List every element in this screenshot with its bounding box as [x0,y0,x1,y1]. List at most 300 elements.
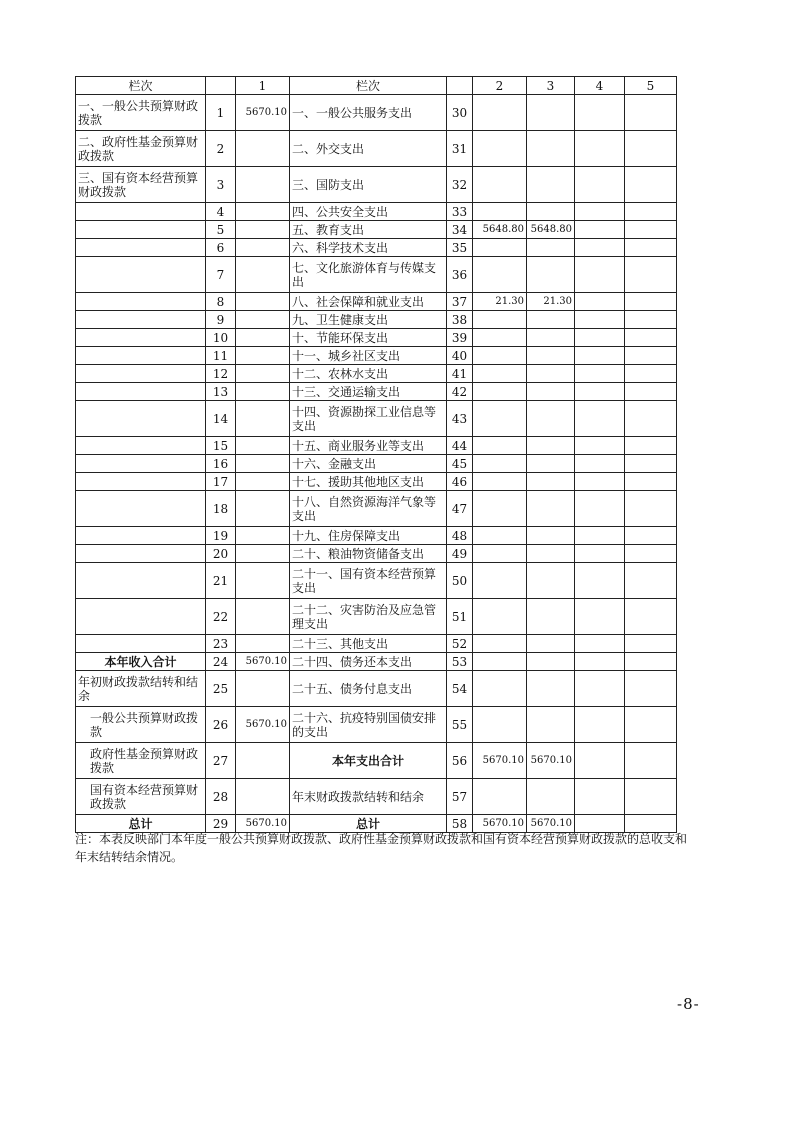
expense-label: 二十六、抗疫特别国债安排的支出 [290,707,447,743]
expense-col-2 [473,401,527,437]
income-line-no: 19 [206,527,236,545]
expense-line-no: 47 [447,491,473,527]
expense-label: 九、卫生健康支出 [290,311,447,329]
expense-label: 本年支出合计 [290,743,447,779]
expense-col-3 [527,329,575,347]
expense-col-5 [625,743,677,779]
income-label [76,527,206,545]
expense-col-3 [527,491,575,527]
table-row [76,95,677,131]
expense-line-no: 38 [447,311,473,329]
expense-label: 二十二、灾害防治及应急管理支出 [290,599,447,635]
expense-line-no: 52 [447,635,473,653]
expense-col-3 [527,347,575,365]
expense-col-2: 5670.10 [473,815,527,833]
expense-line-no: 37 [447,293,473,311]
expense-col-3 [527,437,575,455]
income-line-no: 7 [206,257,236,293]
expense-col-3 [527,455,575,473]
expense-line-no: 42 [447,383,473,401]
expense-col-4 [575,311,625,329]
income-label: 一、一般公共预算财政拨款 [76,95,206,131]
table-row [76,635,677,653]
income-label [76,455,206,473]
table-row [76,365,677,383]
header-col-label-right: 栏次 [290,77,447,95]
table-row [76,599,677,635]
expense-col-4 [575,365,625,383]
table-row [76,545,677,563]
expense-col-2 [473,437,527,455]
income-amount [236,311,290,329]
income-amount [236,743,290,779]
expense-line-no: 46 [447,473,473,491]
expense-col-4 [575,491,625,527]
expense-col-2 [473,473,527,491]
income-amount [236,779,290,815]
expense-col-5 [625,95,677,131]
expense-label: 年末财政拨款结转和结余 [290,779,447,815]
expense-col-4 [575,383,625,401]
income-amount [236,401,290,437]
budget-table [75,76,677,833]
income-label: 一般公共预算财政拨款 [76,707,206,743]
income-label [76,545,206,563]
expense-line-no: 45 [447,455,473,473]
expense-col-5 [625,329,677,347]
table-row [76,203,677,221]
expense-line-no: 54 [447,671,473,707]
income-amount [236,347,290,365]
income-label [76,401,206,437]
income-label [76,383,206,401]
expense-col-4 [575,473,625,491]
expense-col-2 [473,563,527,599]
income-amount [236,545,290,563]
expense-col-4 [575,203,625,221]
expense-col-4 [575,401,625,437]
income-line-no: 6 [206,239,236,257]
expense-col-3 [527,203,575,221]
expense-col-5 [625,455,677,473]
expense-col-5 [625,383,677,401]
table-row [76,671,677,707]
table-row [76,563,677,599]
expense-col-2 [473,635,527,653]
expense-label: 八、社会保障和就业支出 [290,293,447,311]
income-line-no: 27 [206,743,236,779]
expense-col-4 [575,221,625,239]
expense-col-5 [625,545,677,563]
income-line-no: 18 [206,491,236,527]
income-line-no: 15 [206,437,236,455]
income-amount [236,563,290,599]
expense-label: 四、公共安全支出 [290,203,447,221]
expense-line-no: 55 [447,707,473,743]
table-row [76,167,677,203]
expense-col-3 [527,653,575,671]
table-row [76,653,677,671]
income-label: 本年收入合计 [76,653,206,671]
expense-label: 六、科学技术支出 [290,239,447,257]
expense-line-no: 34 [447,221,473,239]
expense-line-no: 51 [447,599,473,635]
expense-line-no: 58 [447,815,473,833]
expense-label: 十二、农林水支出 [290,365,447,383]
expense-col-3 [527,401,575,437]
expense-col-3 [527,779,575,815]
expense-line-no: 36 [447,257,473,293]
expense-col-2 [473,347,527,365]
expense-col-2 [473,455,527,473]
expense-col-2 [473,707,527,743]
income-label [76,599,206,635]
expense-col-4 [575,671,625,707]
income-label [76,563,206,599]
expense-col-3 [527,167,575,203]
income-line-no: 9 [206,311,236,329]
expense-col-3: 5670.10 [527,815,575,833]
income-label: 二、政府性基金预算财政拨款 [76,131,206,167]
expense-col-4 [575,329,625,347]
header-col-2: 2 [473,77,527,95]
table-row [76,455,677,473]
expense-col-3 [527,311,575,329]
expense-col-5 [625,293,677,311]
expense-col-5 [625,131,677,167]
expense-line-no: 39 [447,329,473,347]
income-amount: 5670.10 [236,815,290,833]
expense-line-no: 41 [447,365,473,383]
header-col-3: 3 [527,77,575,95]
expense-col-2 [473,329,527,347]
expense-col-4 [575,293,625,311]
income-amount: 5670.10 [236,653,290,671]
income-label [76,491,206,527]
expense-line-no: 31 [447,131,473,167]
expense-label: 二十五、债务付息支出 [290,671,447,707]
expense-col-3 [527,635,575,653]
income-line-no: 3 [206,167,236,203]
expense-line-no: 30 [447,95,473,131]
header-col-5: 5 [625,77,677,95]
expense-col-5 [625,707,677,743]
income-amount [236,257,290,293]
expense-col-3 [527,365,575,383]
expense-col-2 [473,527,527,545]
income-amount [236,671,290,707]
income-line-no: 23 [206,635,236,653]
table-row [76,491,677,527]
income-label [76,365,206,383]
page-number: -8- [677,995,700,1013]
income-line-no: 1 [206,95,236,131]
expense-col-3 [527,239,575,257]
expense-col-5 [625,527,677,545]
expense-col-3 [527,473,575,491]
expense-label: 一、一般公共服务支出 [290,95,447,131]
expense-col-5 [625,365,677,383]
expense-col-5 [625,779,677,815]
expense-label: 十、节能环保支出 [290,329,447,347]
income-label [76,239,206,257]
header-empty-left [206,77,236,95]
income-amount [236,491,290,527]
income-line-no: 11 [206,347,236,365]
expense-col-4 [575,527,625,545]
table-row [76,437,677,455]
income-amount [236,365,290,383]
expense-col-3 [527,131,575,167]
header-col-1: 1 [236,77,290,95]
expense-col-4 [575,635,625,653]
expense-label: 总计 [290,815,447,833]
income-line-no: 12 [206,365,236,383]
expense-line-no: 53 [447,653,473,671]
expense-col-2 [473,545,527,563]
income-line-no: 26 [206,707,236,743]
expense-line-no: 33 [447,203,473,221]
expense-col-3 [527,527,575,545]
income-line-no: 2 [206,131,236,167]
expense-label: 七、文化旅游体育与传媒支出 [290,257,447,293]
income-line-no: 8 [206,293,236,311]
income-line-no: 24 [206,653,236,671]
table-row [76,257,677,293]
expense-col-5 [625,437,677,455]
expense-col-2 [473,383,527,401]
expense-label: 二、外交支出 [290,131,447,167]
income-amount: 5670.10 [236,95,290,131]
expense-label: 十八、自然资源海洋气象等支出 [290,491,447,527]
expense-col-5 [625,491,677,527]
expense-label: 二十一、国有资本经营预算支出 [290,563,447,599]
expense-label: 十四、资源勘探工业信息等支出 [290,401,447,437]
expense-col-4 [575,239,625,257]
expense-line-no: 40 [447,347,473,365]
expense-col-3 [527,671,575,707]
expense-col-5 [625,671,677,707]
income-line-no: 29 [206,815,236,833]
income-label [76,311,206,329]
expense-col-3 [527,599,575,635]
income-line-no: 25 [206,671,236,707]
expense-col-5 [625,257,677,293]
income-label [76,347,206,365]
expense-col-4 [575,563,625,599]
expense-col-2: 5670.10 [473,743,527,779]
table-row [76,239,677,257]
expense-col-3 [527,257,575,293]
income-label [76,437,206,455]
expense-col-3 [527,383,575,401]
header-col-label-left: 栏次 [76,77,206,95]
expense-col-5 [625,401,677,437]
income-amount [236,635,290,653]
income-amount [236,221,290,239]
expense-col-5 [625,221,677,239]
income-label: 年初财政拨款结转和结余 [76,671,206,707]
expense-col-2 [473,131,527,167]
expense-line-no: 50 [447,563,473,599]
income-line-no: 20 [206,545,236,563]
expense-line-no: 48 [447,527,473,545]
expense-col-5 [625,347,677,365]
expense-col-5 [625,203,677,221]
income-amount [236,167,290,203]
expense-line-no: 56 [447,743,473,779]
income-line-no: 21 [206,563,236,599]
expense-col-2 [473,95,527,131]
table-row [76,401,677,437]
expense-label: 十三、交通运输支出 [290,383,447,401]
expense-col-5 [625,239,677,257]
expense-col-2 [473,311,527,329]
expense-col-4 [575,95,625,131]
expense-col-3: 5648.80 [527,221,575,239]
table-row [76,707,677,743]
income-label [76,293,206,311]
expense-col-2: 21.30 [473,293,527,311]
expense-col-5 [625,473,677,491]
expense-col-2 [473,653,527,671]
income-amount [236,473,290,491]
income-label: 政府性基金预算财政拨款 [76,743,206,779]
expense-col-3 [527,707,575,743]
expense-col-4 [575,455,625,473]
expense-col-3: 5670.10 [527,743,575,779]
expense-col-2 [473,239,527,257]
income-amount [236,239,290,257]
table-row [76,527,677,545]
income-line-no: 16 [206,455,236,473]
expense-col-5 [625,653,677,671]
expense-line-no: 32 [447,167,473,203]
income-label: 国有资本经营预算财政拨款 [76,779,206,815]
expense-col-2 [473,257,527,293]
expense-label: 十六、金融支出 [290,455,447,473]
income-label: 三、国有资本经营预算财政拨款 [76,167,206,203]
expense-col-2 [473,365,527,383]
income-line-no: 28 [206,779,236,815]
table-row [76,311,677,329]
expense-line-no: 35 [447,239,473,257]
income-label [76,221,206,239]
header-col-4: 4 [575,77,625,95]
expense-col-5 [625,311,677,329]
expense-col-4 [575,599,625,635]
income-amount [236,437,290,455]
expense-col-5 [625,563,677,599]
income-label: 总计 [76,815,206,833]
expense-col-2 [473,491,527,527]
header-empty-right [447,77,473,95]
expense-label: 十五、商业服务业等支出 [290,437,447,455]
header-row [76,77,677,95]
income-line-no: 4 [206,203,236,221]
income-label [76,329,206,347]
income-amount [236,455,290,473]
expense-col-4 [575,437,625,455]
expense-label: 十七、援助其他地区支出 [290,473,447,491]
expense-col-2 [473,671,527,707]
income-label [76,635,206,653]
income-amount [236,383,290,401]
table-note: 注：本表反映部门本年度一般公共预算财政拨款、政府性基金预算财政拨款和国有资本经营预算财政拨款的总收支和年末结转结余情况。 [75,832,688,864]
income-amount [236,131,290,167]
income-amount: 5670.10 [236,707,290,743]
table-row [76,779,677,815]
table-row [76,221,677,239]
expense-label: 十九、住房保障支出 [290,527,447,545]
expense-col-5 [625,635,677,653]
income-line-no: 10 [206,329,236,347]
expense-line-no: 43 [447,401,473,437]
expense-label: 二十四、债务还本支出 [290,653,447,671]
expense-col-3 [527,95,575,131]
income-amount [236,329,290,347]
income-amount [236,599,290,635]
expense-label: 二十三、其他支出 [290,635,447,653]
expense-line-no: 49 [447,545,473,563]
table-row [76,329,677,347]
expense-col-4 [575,131,625,167]
income-amount [236,293,290,311]
expense-col-2 [473,599,527,635]
income-line-no: 5 [206,221,236,239]
table-row [76,131,677,167]
income-line-no: 22 [206,599,236,635]
income-line-no: 14 [206,401,236,437]
expense-col-3 [527,563,575,599]
income-amount [236,527,290,545]
table-row [76,383,677,401]
table-row [76,347,677,365]
expense-col-3: 21.30 [527,293,575,311]
income-label [76,473,206,491]
expense-line-no: 57 [447,779,473,815]
expense-col-2 [473,167,527,203]
income-line-no: 13 [206,383,236,401]
expense-col-4 [575,347,625,365]
income-label [76,257,206,293]
table-row [76,473,677,491]
expense-col-2: 5648.80 [473,221,527,239]
expense-col-4 [575,779,625,815]
expense-col-4 [575,257,625,293]
expense-col-5 [625,167,677,203]
expense-label: 五、教育支出 [290,221,447,239]
income-label [76,203,206,221]
expense-label: 二十、粮油物资储备支出 [290,545,447,563]
expense-line-no: 44 [447,437,473,455]
expense-col-4 [575,653,625,671]
expense-col-4 [575,743,625,779]
expense-col-3 [527,545,575,563]
expense-col-4 [575,545,625,563]
expense-col-4 [575,167,625,203]
table-row [76,293,677,311]
table-row [76,743,677,779]
income-line-no: 17 [206,473,236,491]
expense-col-4 [575,707,625,743]
income-amount [236,203,290,221]
expense-col-2 [473,203,527,221]
expense-label: 三、国防支出 [290,167,447,203]
expense-col-5 [625,599,677,635]
expense-label: 十一、城乡社区支出 [290,347,447,365]
expense-col-2 [473,779,527,815]
